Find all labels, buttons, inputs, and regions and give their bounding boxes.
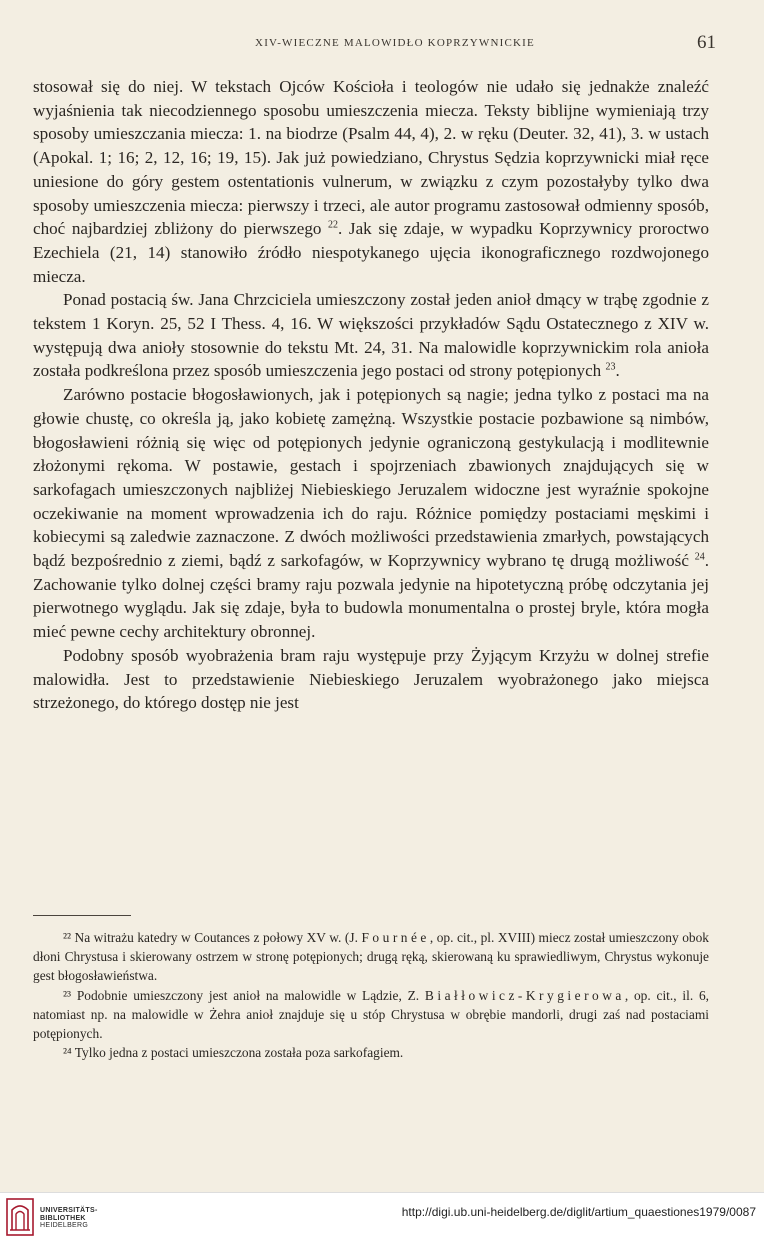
library-name-line-3: HEIDELBERG [40,1222,89,1229]
source-url-link[interactable]: http://digi.ub.uni-heidelberg.de/diglit/artium_quaestiones1979/0087 [401,1205,756,1219]
footnote-ref-24: 24 [694,551,705,563]
paragraph-1 [33,75,709,288]
footnote-24: ²⁴ Tylko jedna z postaci umieszczona została poza sarkofagiem. [63,1045,404,1061]
paragraph-1-text-b: . Jak się zdaje, w wypadku Koprzywnicy proroctwo Ezechiela (21, 14) stanowiło źródło niespotykanego ujęcia ikonograficznego rozdwojonego miecza. [33,219,709,286]
library-name [40,1207,98,1230]
footnote-rule [33,915,131,916]
footnote-23-text-b: , op. cit., il. 6, natomiast np. na malowidle w Żehra anioł znajduje się u stóp Chrystusa w obrębie mandorli, drugi zaś nad postaciami potępionych. [33,987,709,1042]
library-name-line-1: UNIVERSITÄTS- [40,1207,98,1214]
footnote-23-author: Białłowicz-Krygierowa [424,987,625,1003]
paragraph-1-text-a: stosował się do niej. W tekstach Ojców Kościoła i teologów nie udało się jednakże znaleźć wyjaśnienia tak niecodziennego sposobu umieszczenia miecza. Teksty biblijne wymieniają trzy sposoby umieszczania miecza: 1. na biodrze (Psalm 44, 4), 2. w ręku (Deuter. 32, 41), 3. w ustach (Apokal. 1; 16; 2, 12, 16; 19, 15). Jak już powiedziano, Chrystus Sędzia koprzywnicki miał ręce uniesione do góry gestem ostentationis vulnerum, w związku z czym pozostałyby tylko dwa sposoby umieszczenia miecza: pierwszy i trzeci, ale autor programu zastosował odmienny sposób, choć najbardziej zbliżony do pierwszego [33,77,709,239]
footnotes [33,928,709,1062]
page-number: 61 [697,32,716,53]
body-text [33,75,709,715]
footer-bar [0,1192,764,1246]
paragraph-3-text-b: . Zachowanie tylko dolnej części bramy raju pozwala jedynie na hipotetyczną próbę odczytania jej pierwotnego wyglądu. Jak się zdaje, była to budowla monumentalna o prostej bryle, która mogła mieć pewne cechy architektury obronnej. [33,551,709,642]
footnote-22-author: Fournée [361,930,430,945]
footnote-23 [33,986,709,1044]
footnote-22-text-a: ²² Na witrażu katedry w Coutances z połowy XV w. (J. [63,930,358,945]
paragraph-3-text-a: Zarówno postacie błogosławionych, jak i potępionych są nagie; jedna tylko z postaci ma na głowie chustę, co określa ją, jako kobietę zamężną. Wszystkie postacie pozbawione są nimbów, błogosławieni różnią się więc od potępionych jedynie ograniczoną gestykulacją i modlitewnie złożonymi rękoma. W postawie, gestach i spojrzeniach zbawionych znajdujących się w sarkofagach umieszczonych najbliżej Niebieskiego Jeruzalem widoczne jest wyraźnie spokojne oczekiwanie na moment wprowadzenia ich do raju. Różnice pomiędzy postaciami męskimi i kobiecymi są zaledwie zaznaczone. Z dwóch możliwości przedstawienia zmarłych, powstających bądź bezpośrednio z ziemi, bądź z sarkofagów, w Koprzywnicy wybrano tę drugą możliwość [33,385,709,571]
footnote-22-text-b: , op. cit., pl. XVIII) miecz został umieszczony obok dłoni Chrystusa i skierowany ostrzem w stronę potępionych; drugą ręką, skierowaną ku sprawiedliwym, Chrystus wykonuje gest błogosławieństwa. [33,930,709,984]
paragraph-4: Podobny sposób wyobrażenia bram raju występuje przy Żyjącym Krzyżu w dolnej strefie malowidła. Jest to przedstawienie Niebieskiego Jeruzalem wyobrażonego jako miejsca strzeżonego, do którego dostęp nie jest [33,645,709,713]
library-name-line-2: BIBLIOTHEK [40,1214,86,1222]
footnote-22 [33,928,709,986]
footnote-ref-23: 23 [605,361,616,373]
footnote-23-text-a: ²³ Podobnie umieszczony jest anioł na malowidle w Lądzie, Z. [63,987,420,1003]
paragraph-3 [33,383,709,644]
library-logo-icon [6,1198,34,1236]
footnote-ref-22: 22 [328,219,339,231]
paragraph-2-text-a: Ponad postacią św. Jana Chrzciciela umieszczony został jeden anioł dmący w trąbę zgodnie z tekstem 1 Koryn. 25, 52 I Thess. 4, 16. W większości przykładów Sądu Ostatecznego z XIV w. występują dwa anioły stosownie do tekstu Mt. 24, 31. Na malowidle koprzywnickim rola anioła została podkreślona przez sposób umieszczenia jego postaci od strony potępionych [33,290,709,381]
running-head: XIV-WIECZNE MALOWIDŁO KOPRZYWNICKIE [255,37,535,49]
paragraph-2-text-b: . [615,361,620,381]
paragraph-2 [33,288,709,383]
